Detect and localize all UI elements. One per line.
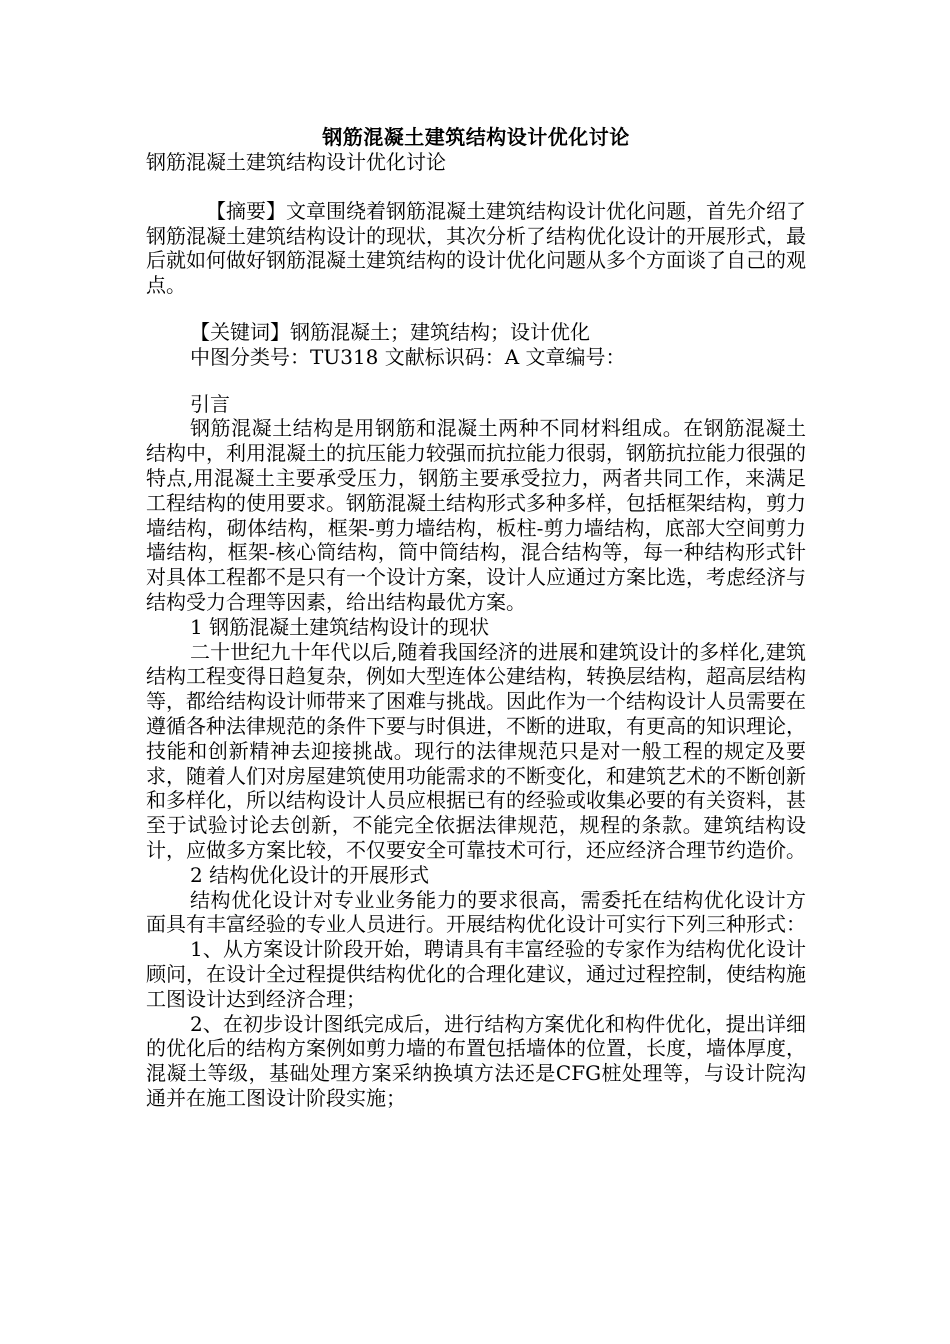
section1-heading: 1 钢筋混凝土建筑结构设计的现状 <box>190 614 490 639</box>
section2-paragraph: 结构优化设计对专业业务能力的要求很高，需委托在结构优化设计方面具有丰富经验的专业人员进行。开展结构优化设计可实行下列三种形式： <box>146 887 806 937</box>
document-subtitle: 钢筋混凝土建筑结构设计优化讨论 <box>146 150 446 174</box>
intro-paragraph: 钢筋混凝土结构是用钢筋和混凝土两种不同材料组成。在钢筋混凝土结构中，利用混凝土的抗压能力较强而抗拉能力很弱，钢筋抗拉能力很强的特点,用混凝土主要承受压力，钢筋主要承受拉力，两者共同工作，来满足工程结构的使用要求。钢筋混凝土结构形式多种多样，包括框架结构，剪力墙结构，砌体结构，框架-剪力墙结构，板柱-剪力墙结构，底部大空间剪力墙结构，框架-核心筒结构，筒中筒结构，混合结构等，每一种结构形式针对具体工程都不是只有一个设计方案，设计人应通过方案比选，考虑经济与结构受力合理等因素，给出结构最优方案。 <box>146 416 806 614</box>
intro-heading: 引言 <box>190 391 230 416</box>
classification-line: 中图分类号：TU318 文献标识码：A 文章编号： <box>190 344 626 369</box>
list-item-1: 1、从方案设计阶段开始，聘请具有丰富经验的专家作为结构优化设计顾问，在设计全过程提供结构优化的合理化建议，通过过程控制，使结构施工图设计达到经济合理； <box>146 937 806 1011</box>
abstract-paragraph: 【摘要】文章围绕着钢筋混凝土建筑结构设计优化问题，首先介绍了钢筋混凝土建筑结构设计的现状，其次分析了结构优化设计的开展形式，最后就如何做好钢筋混凝土建筑结构的设计优化问题从多个方面谈了自己的观点。 <box>146 198 806 298</box>
section1-paragraph: 二十世纪九十年代以后,随着我国经济的进展和建筑设计的多样化,建筑结构工程变得日趋复杂，例如大型连体公建结构，转换层结构，超高层结构等，都给结构设计师带来了困难与挑战。因此作为一个结构设计人员需要在遵循各种法律规范的条件下要与时俱进，不断的进取，有更高的知识理论，技能和创新精神去迎接挑战。现行的法律规范只是对一般工程的规定及要求，随着人们对房屋建筑使用功能需求的不断变化，和建筑艺术的不断创新和多样化，所以结构设计人员应根据已有的经验或收集必要的有关资料，甚至于试验讨论去创新，不能完全依据法律规范，规程的条款。建筑结构设计，应做多方案比较，不仅要安全可靠技术可行，还应经济合理节约造价。 <box>146 639 806 862</box>
document-page <box>146 124 806 1111</box>
section2-heading: 2 结构优化设计的开展形式 <box>190 862 430 887</box>
document-title: 钢筋混凝土建筑结构设计优化讨论 <box>322 125 630 149</box>
list-item-2: 2、在初步设计图纸完成后，进行结构方案优化和构件优化，提出详细的优化后的结构方案例如剪力墙的布置包括墙体的位置，长度，墙体厚度，混凝土等级，基础处理方案采纳换填方法还是CFG桩处理等，与设计院沟通并在施工图设计阶段实施； <box>146 1011 806 1110</box>
keywords-line: 【关键词】钢筋混凝土；建筑结构；设计优化 <box>190 319 590 344</box>
